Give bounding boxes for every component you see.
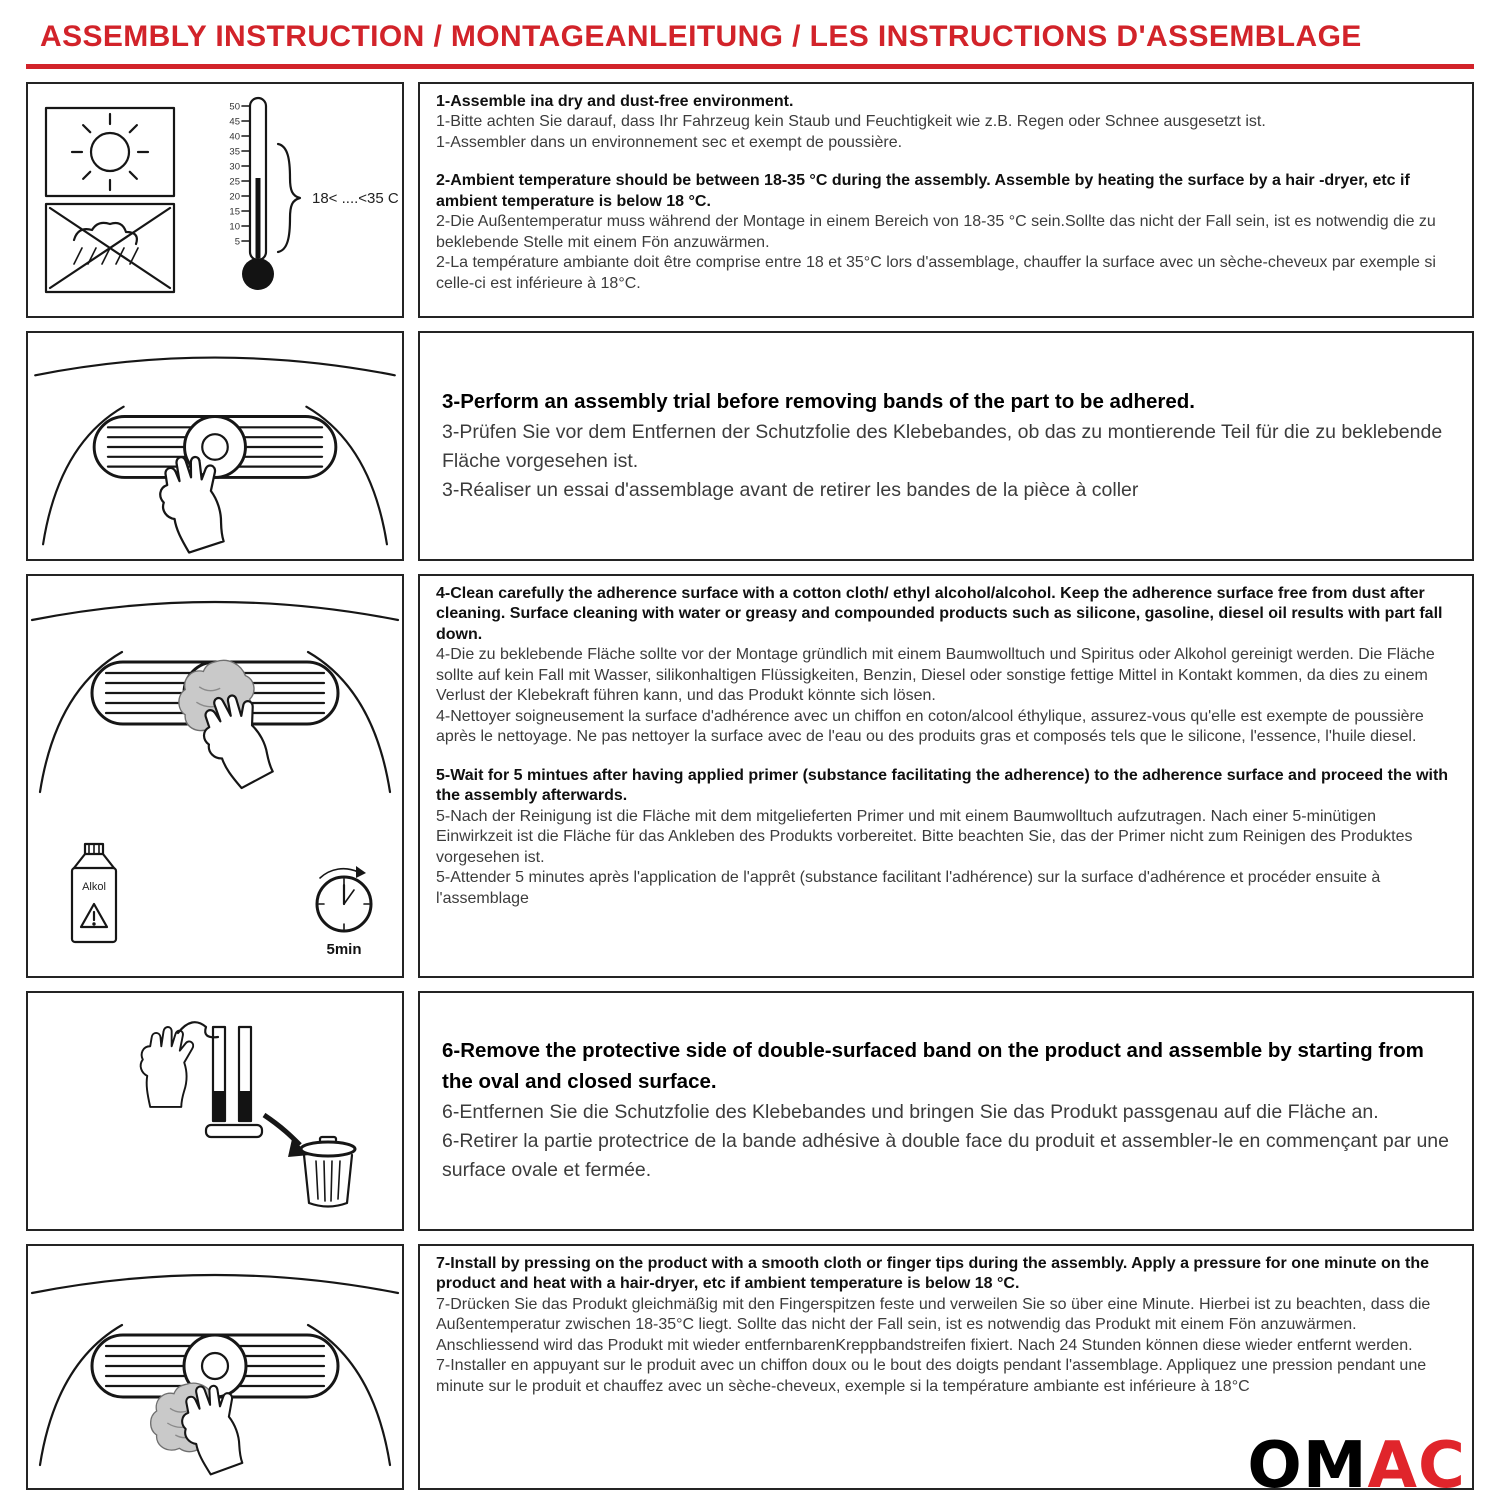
instruction-paragraph: 1-Assembler dans un environnement sec et exempt de poussière. bbox=[436, 133, 903, 151]
svg-text:15: 15 bbox=[229, 206, 240, 218]
instruction-paragraph: 7-Installer en appuyant sur le produit avec un chiffon doux ou le bout des doigts pendant l'assemblage. Appliquez une pression pendant une minute sur le produit et chauffez avec un sèche-cheveux, exemple si la température ambiante est inférieure à 18°C bbox=[436, 1357, 1427, 1395]
thermometer-icon bbox=[229, 98, 274, 290]
instruction-paragraph: 7-Install by pressing on the product with a smooth cloth or finger tips during the assembly. Apply a pressure for one minute on the product and heat with a hair-dryer, etc if ambient temperature is below 18 °C. bbox=[436, 1255, 1429, 1293]
temperature-range-label: 18< ....<35 C bbox=[312, 190, 399, 207]
text-environment bbox=[418, 82, 1474, 318]
section-environment bbox=[26, 82, 1474, 318]
environment-illustration bbox=[28, 86, 402, 314]
figure-environment bbox=[26, 82, 404, 318]
title-underline bbox=[26, 64, 1474, 69]
instruction-paragraph: 6-Retirer la partie protectrice de la bande adhésive à double face du produit et assembler-le en commençant par une surface ovale et fermée. bbox=[442, 1130, 1450, 1182]
car-grille-trial-illustration bbox=[28, 334, 402, 558]
instruction-paragraph: 4-Clean carefully the adherence surface with a cotton cloth/ ethyl alcohol/alcohol. Keep the adherence surface free from dust after cleaning. Surface cleaning with water or greasy and compounded products such as silicone, gasoline, diesel oil results with part fall down. bbox=[436, 585, 1443, 643]
hand-icon bbox=[141, 1027, 194, 1107]
omac-logo bbox=[1247, 1429, 1466, 1503]
instruction-paragraph: 2-La température ambiante doit être comprise entre 18 et 35°C lors d'assemblage, chauffer la surface avec un sèche-cheveux par exemple si celle-ci est inférieure à 18°C. bbox=[436, 254, 1436, 292]
figure-press-heat bbox=[26, 1244, 404, 1490]
bottle-label: Alkol bbox=[82, 881, 106, 893]
arrow-icon bbox=[264, 1115, 300, 1145]
instruction-paragraph: 1-Bitte achten Sie darauf, dass Ihr Fahrzeug kein Staub und Feuchtigkeit wie z.B. Regen oder Schnee ausgesetzt ist. bbox=[436, 113, 1266, 131]
page-title: ASSEMBLY INSTRUCTION / MONTAGEANLEITUNG / LES INSTRUCTIONS D'ASSEMBLAGE bbox=[40, 20, 1362, 53]
adhesive-strips-icon bbox=[206, 1027, 262, 1137]
svg-text:50: 50 bbox=[229, 101, 240, 113]
sun-icon bbox=[46, 108, 174, 196]
trash-can-icon bbox=[301, 1137, 355, 1207]
text-clean-primer bbox=[418, 574, 1474, 978]
instruction-paragraph: 4-Die zu beklebende Fläche sollte vor der Montage gründlich mit einem Baumwolltuch und Spiritus oder Alkohol gereinigt werden. Die Fläche sollte auf kein Fall mit Wasser, silikonhaltigen Flüssigkeiten, Benzin, Diesel oder sonstige fettige Mittel in Kontakt kommen, da dies zu einem Verlust der Klebekraft führen kann, und das Produkt könnte sich lösen. bbox=[436, 646, 1435, 705]
figure-assembly-trial bbox=[26, 331, 404, 561]
band-removal-illustration bbox=[28, 997, 402, 1225]
instruction-paragraph: 5-Attender 5 minutes après l'application de l'apprêt (substance facilitant l'adhérence) sur la surface d'adhérence et procéder ensuite à l'assemblage bbox=[436, 869, 1381, 907]
instruction-paragraph: 2-Ambient temperature should be between 18-35 °C during the assembly. Assemble by heating the surface by a hair -dryer, etc if ambient temperature is below 18 °C. bbox=[436, 172, 1410, 210]
svg-text:20: 20 bbox=[229, 191, 240, 203]
svg-text:10: 10 bbox=[229, 221, 240, 233]
svg-text:45: 45 bbox=[229, 116, 240, 128]
svg-text:25: 25 bbox=[229, 176, 240, 188]
instruction-paragraph: 3-Perform an assembly trial before removing bands of the part to be adhered. bbox=[442, 389, 1195, 413]
instruction-paragraph: 4-Nettoyer soigneusement la surface d'adhérence avec un chiffon en coton/alcool éthylique, assurez-vous qu'elle est exempte de poussière après le nettoyage. Ne pas nettoyer la surface avec de l'eau ou des produits gras et composés tels que le silicone, l'essence, l'huile diesel. bbox=[436, 707, 1424, 746]
text-assembly-trial bbox=[418, 331, 1474, 561]
instruction-paragraph: 6-Remove the protective side of double-surfaced band on the product and assemble by starting from the oval and closed surface. bbox=[442, 1039, 1424, 1094]
figure-clean-primer bbox=[26, 574, 404, 978]
svg-text:40: 40 bbox=[229, 131, 240, 143]
instruction-paragraph: 7-Drücken Sie das Produkt gleichmäßig mit den Fingerspitzen feste und verweilen Sie so über eine Minute. Hierbei ist zu beachten, dass die Außentemperatur zwischen 18-35°C liegt. Sollte das nicht der Fall sein, ist es notwendig das Produkt mit einem Fön anzuwärmen. Anschliessend wird das Produkt mit wieder entfernbarenKreppbandstreifen fixiert. Nach 24 Stunden können diese wieder entfernt werden. bbox=[436, 1295, 1431, 1354]
instruction-paragraph: 1-Assemble ina dry and dust-free environment. bbox=[436, 93, 794, 110]
section-assembly-trial bbox=[26, 331, 1474, 561]
cleaning-illustration bbox=[28, 578, 402, 974]
alcohol-bottle-icon bbox=[72, 844, 116, 942]
logo-text-red: AC bbox=[1367, 1429, 1466, 1503]
section-remove-band bbox=[26, 991, 1474, 1231]
figure-remove-band bbox=[26, 991, 404, 1231]
instruction-paragraph: 3-Prüfen Sie vor dem Entfernen der Schutzfolie des Klebebandes, ob das zu montierende Teil für die zu beklebende Fläche vorgesehen ist. bbox=[442, 420, 1443, 472]
text-remove-band bbox=[418, 991, 1474, 1231]
svg-text:35: 35 bbox=[229, 146, 240, 158]
logo-text-black: OM bbox=[1247, 1429, 1368, 1503]
instruction-paragraph: 5-Wait for 5 mintues after having applied primer (substance facilitating the adherence) to the adherence surface and proceed the with the assembly afterwards. bbox=[436, 766, 1449, 805]
clock-icon bbox=[317, 866, 371, 958]
pressing-illustration bbox=[28, 1251, 402, 1483]
instruction-paragraph: 6-Entfernen Sie die Schutzfolie des Klebebandes und bringen Sie das Produkt passgenau auf die Fläche an. bbox=[442, 1100, 1379, 1123]
no-rain-icon bbox=[46, 204, 174, 292]
temperature-bracket bbox=[278, 144, 300, 252]
section-clean-primer bbox=[26, 574, 1474, 978]
instruction-paragraph: 5-Nach der Reinigung ist die Fläche mit dem mitgelieferten Primer und mit einem Baumwolltuch aufzutragen. Nach einer 5-minütigen Einwirkzeit ist die Fläche für das Ankleben des Produkts vorbereitet. Bitte beachten Sie, das der Primer nicht zum Reinigen des Produktes vorgesehen ist. bbox=[436, 807, 1413, 866]
instruction-paragraph: 3-Réaliser un essai d'assemblage avant de retirer les bandes de la pièce à coller bbox=[442, 479, 1139, 501]
clock-label: 5min bbox=[326, 941, 362, 958]
svg-text:5: 5 bbox=[234, 236, 240, 248]
svg-text:30: 30 bbox=[229, 161, 240, 173]
instruction-paragraph: 2-Die Außentemperatur muss während der Montage in einem Bereich von 18-35 °C sein.Sollte das nicht der Fall sein, ist es notwendig die zu beklebende Stelle mit einem Fön anzuwärmen. bbox=[436, 213, 1436, 251]
